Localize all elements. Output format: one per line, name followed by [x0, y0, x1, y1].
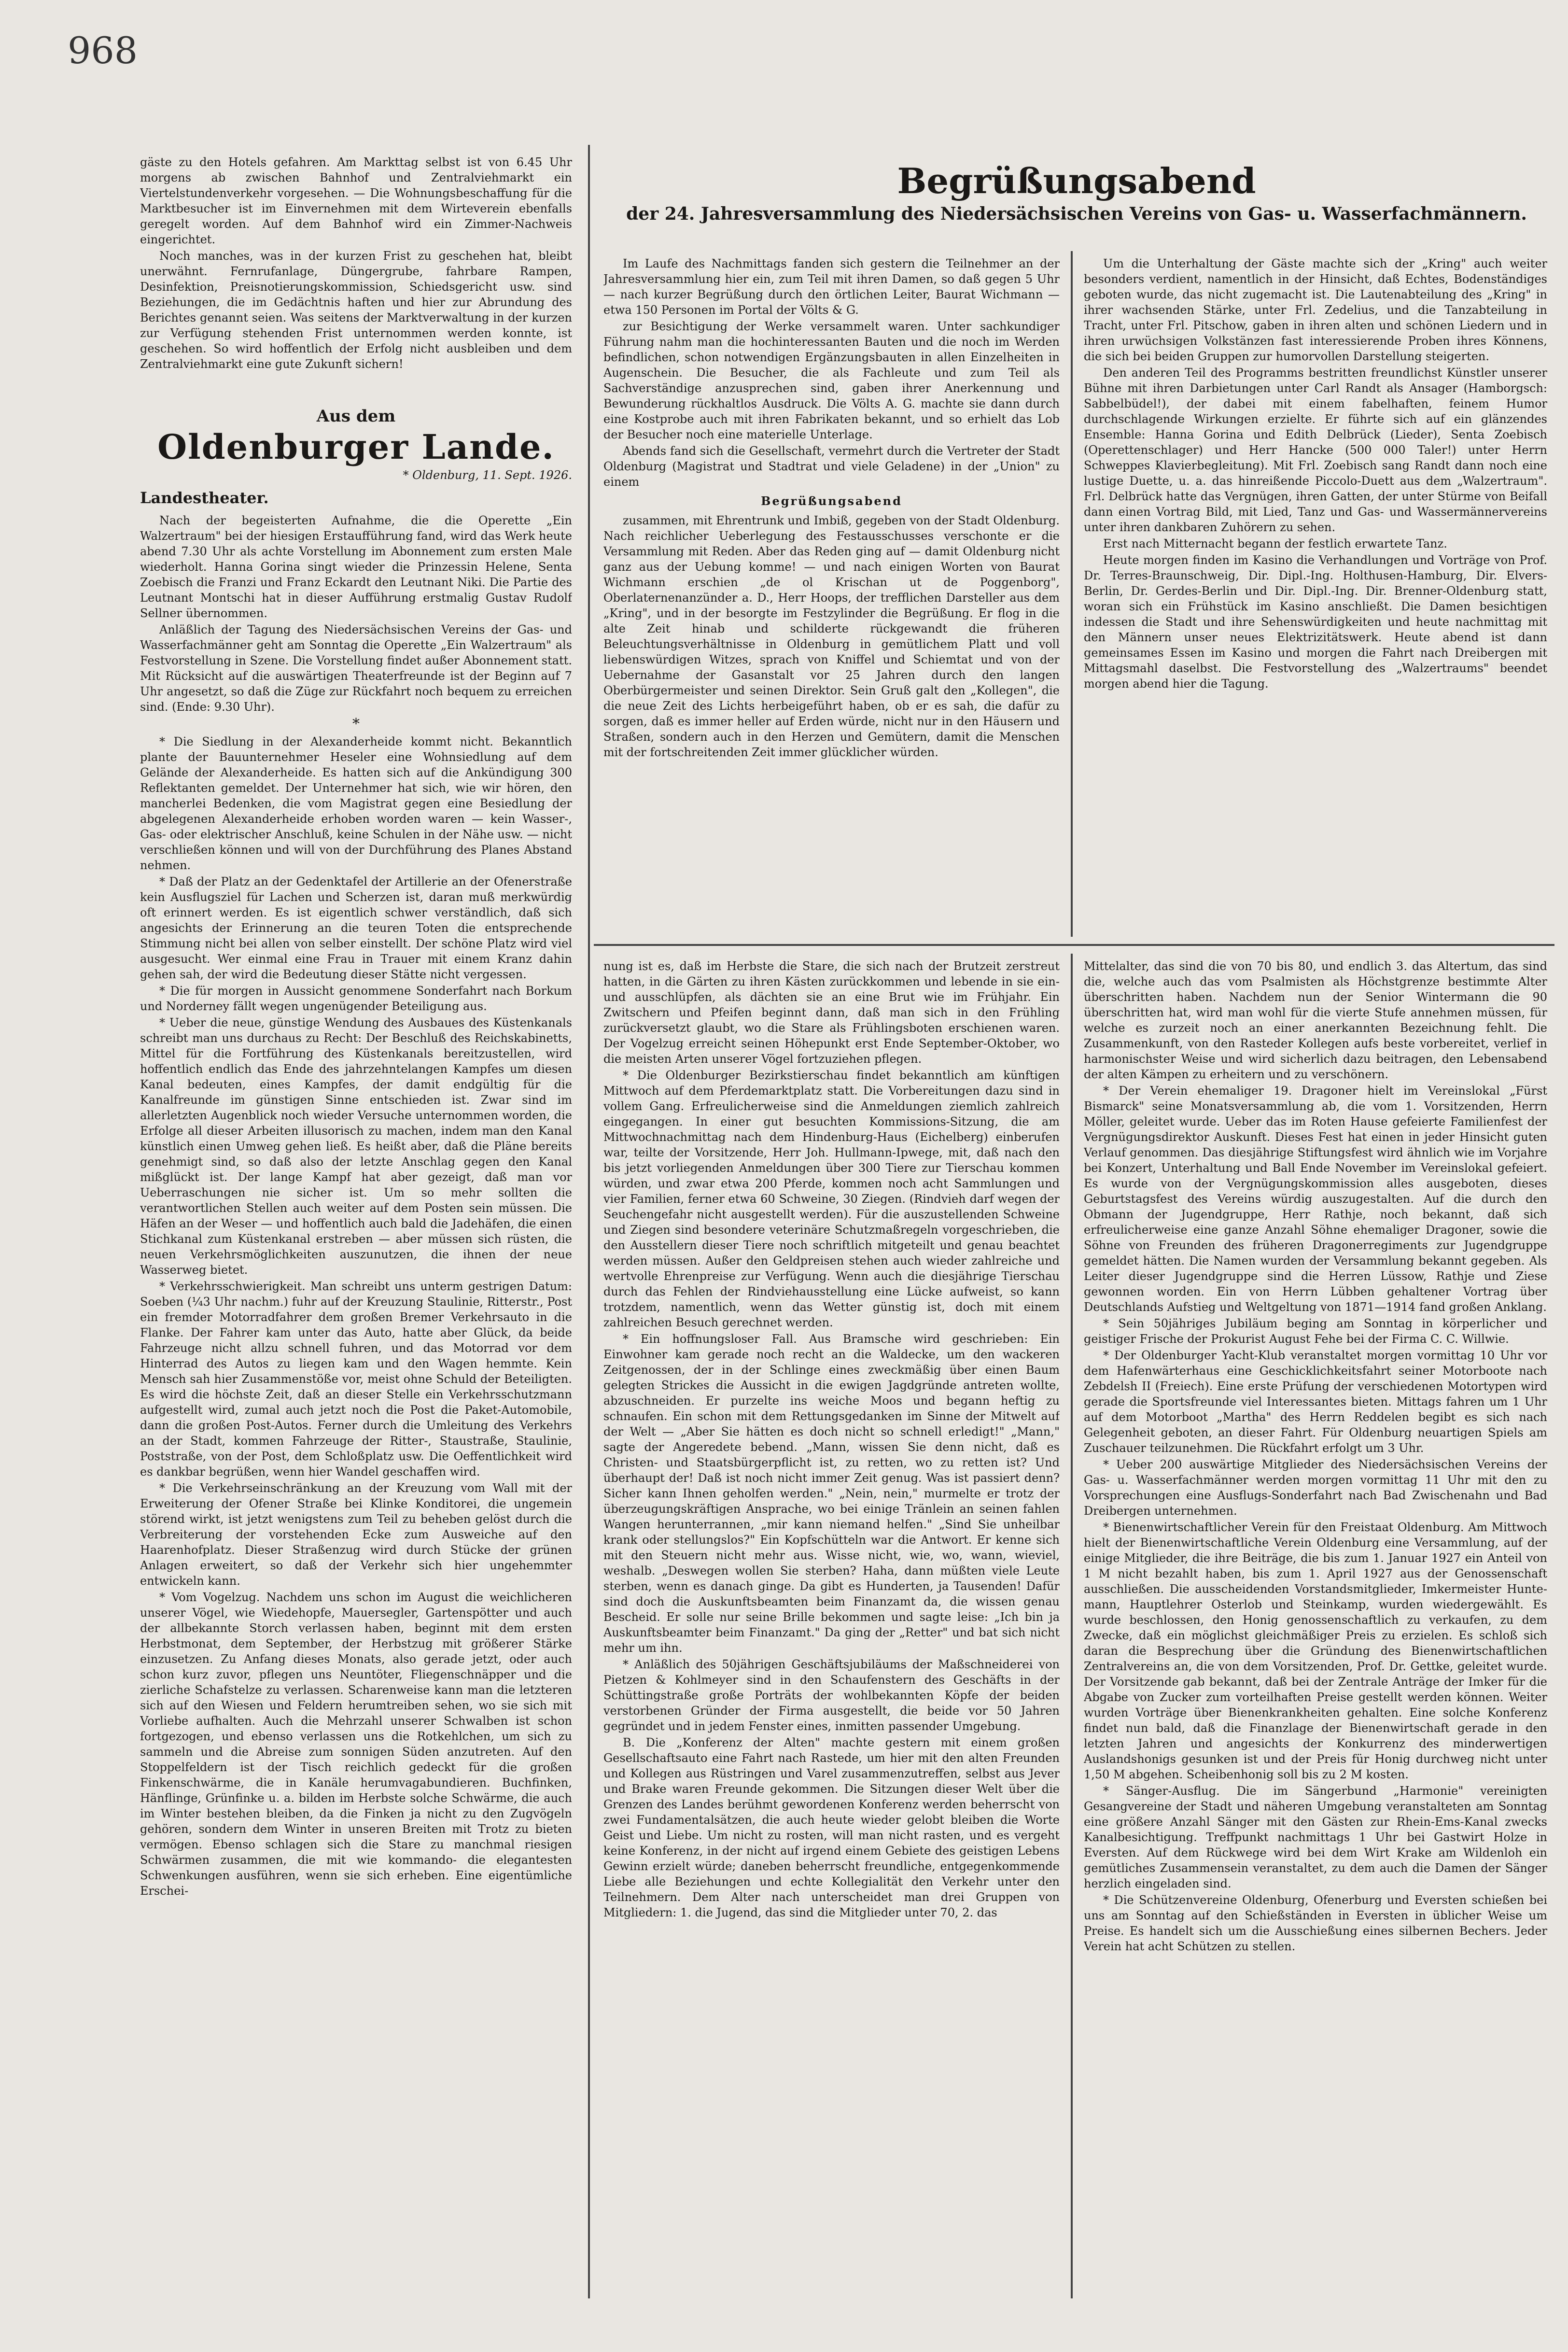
intro-paragraph: gäste zu den Hotels gefahren. Am Markttag selbst ist von 6.45 Uhr morgens ab zwischen Bahnhof und Zentralviehmarkt ein Viertelstundenverkehr vorgesehen. — Die Wohnungsbeschaffung für die Marktbesucher ist im Einvernehmen mit dem Wirteverein ebenfalls geregelt worden. Auf dem Bahnhof wird ein Zimmer-Nachweis eingerichtet.: [140, 155, 572, 246]
section-header: [140, 406, 572, 467]
section-header-small: Aus dem: [316, 407, 396, 426]
news-paragraph: * Ueber die neue, günstige Wendung des Ausbaues des Küstenkanals schreibt man uns durchaus zu Recht: Der Beschluß des Reichskabinetts, Mittel für die Fortführung des Küstenkanals bereitzustellen, wird hoffentlich endlich das Ende des jahrzehntelangen Kampfes um diesen Kanal bedeuten, eines Kampfes, der damit endgültig für die Kanalfreunde im günstigen Sinne entschieden ist. Zwar sind im allerletzten Augenblick noch wieder Versuche unternommen worden, die Erfolge all dieser Arbeiten illusorisch zu machen, indem man den Kanal künstlich einen Umweg gehen ließ. Es heißt aber, daß die Pläne bereits genehmigt sind, so daß also der letzte Anschlag gegen den Kanal mißglückt ist. Der lange Kampf hat aber gezeigt, daß man vor Ueberraschungen nie sicher ist. Um so mehr sollten die verantwortlichen Stellen auch weiter auf dem Posten sein müssen. Die Häfen an der Weser — und hoffentlich auch bald die Jadehäfen, die einen Stichkanal zum Küstenkanal erstreben — aber müssen sich rüsten, die neuen Verkehrsmöglichkeiten auszunutzen, die ihnen der neue Wasserweg bietet.: [140, 1016, 572, 1277]
bottom-right-column: [1084, 958, 1547, 2298]
bottom-mid-paragraph: * Anläßlich des 50jährigen Geschäftsjubiläums der Maßschneiderei von Pietzen & Kohlmeyer sind in den Schaufenstern des Geschäfts in der Schüttingstraße große Porträts der wohlbekannten Köpfe der beiden verstorbenen Gründer der Firma ausgestellt, die beide vor 50 Jahren gegründet und in jedem Fenster eines, inmitten passender Umgebung.: [603, 1658, 1060, 1733]
bottom-right-paragraph: * Sänger-Ausflug. Die im Sängerbund „Harmonie" vereinigten Gesangvereine der Stadt und näheren Umgebung veranstalteten am Sonntag eine größere Anzahl Sänger mit den Gästen zur Rhein-Ems-Kanal zwecks Kanalbesichtigung. Treffpunkt nachmittags 1 Uhr bei Gastwirt Holze in Eversten. Auf dem Rückwege wird bei dem Wirt Krake am Wildenloh ein gemütliches Zusammensein veranstaltet, zu dem auch die Damen der Sänger herzlich eingeladen sind.: [1084, 1784, 1547, 1890]
news-paragraph: * Daß der Platz an der Gedenktafel der Artillerie an der Ofenerstraße kein Ausflugsziel für Lachen und Scherzen ist, daran muß merkwürdig oft erinnert werden. Es ist eigentlich schwer verständlich, daß sich angesichts der Erinnerung an die teuren Toten die entsprechende Stimmung nicht bei allen von selber einstellt. Der schöne Platz wird viel ausgesucht. Wer einmal eine Frau in Trauer mit einem Kranz dahin gehen sah, der wird die Bedeutung dieser Stätte nicht vergessen.: [140, 875, 572, 981]
mid-column: [603, 256, 1060, 937]
news-paragraph: * Verkehrsschwierigkeit. Man schreibt uns unterm gestrigen Datum: Soeben (¼3 Uhr nachm.) fuhr auf der Kreuzung Staulinie, Ritterstr., Post ein fremder Motorradfahrer dem großen Bremer Verkehrsauto in die Flanke. Der Fahrer kam unter das Auto, hatte aber Glück, da beide Fahrzeuge nicht allzu schnell fuhren, und das Motorrad vor dem Hinterrad des Autos zu liegen kam und den Wagen hemmte. Kein Mensch sah hier Zusammenstöße vor, meist ohne Schuld der Beteiligten. Es wird die höchste Zeit, daß an dieser Stelle ein Verkehrsschutzmann aufgestellt wird, zumal auch jetzt noch die Post die Paket-Automobile, dann die großen Post-Autos. Ferner durch die Umleitung des Verkehrs an der Stadt, kommen Fahrzeuge der Ritter-, Staustraße, Staulinie, Poststraße, von der Post, dem Schloßplatz usw. Die Oeffentlichkeit wird es dankbar begrüßen, wenn hier Wandel geschaffen wird.: [140, 1280, 572, 1479]
news-paragraph: * Die Siedlung in der Alexanderheide kommt nicht. Bekanntlich plante der Bauunternehmer Heseler eine Wohnsiedlung auf dem Gelände der Alexanderheide. Es hatten sich auf die Ankündigung 300 Reflektanten gemeldet. Der Unternehmer hat sich, wie wir hören, den mancherlei Bedenken, die vom Magistrat gegen eine Besiedlung der abgelegenen Alexanderheide erhoben worden waren — kein Wasser-, Gas- oder elektrischer Anschluß, keine Schulen in der Nähe usw. — nicht verschließen können und will von der Durchführung des Planes Abstand nehmen.: [140, 735, 572, 872]
right-paragraph: Erst nach Mitternacht begann der festlich erwartete Tanz.: [1103, 537, 1447, 550]
theater-paragraph: Anläßlich der Tagung des Niedersächsischen Vereins der Gas- und Wasserfachmänner geht am Sonntag die Operette „Ein Walzertraum" als Festvorstellung in Szene. Die Vorstellung findet außer Abonnement statt. Mit Rücksicht auf die auswärtigen Theaterfreunde ist der Beginn auf 7 Uhr angesetzt, so daß die Züge zur Rückfahrt noch bequem zu erreichen sind. (Ende: 9.30 Uhr).: [140, 623, 572, 714]
left-column: [140, 155, 572, 2298]
bottom-mid-paragraph: * Ein hoffnungsloser Fall. Aus Bramsche wird geschrieben: Ein Einwohner kam gerade noch recht an die Waldecke, um den wackeren Zeitgenossen, der in der Schlinge eines zweckmäßig über einen Baum gelegten Strickes die Aussicht in die ewigen Jagdgründe antreten wollte, abzuschneiden. Er purzelte ins weiche Moos und begann heftig zu schnaufen. Ein schon mit dem Rettungsgedanken im Sinne der Mitwelt auf der Welt — „Aber Sie hätten es doch nicht so schnell erledigt!" „Mann," sagte der Angeredete bebend. „Mann, wissen Sie denn nicht, daß es Christen- und Staatsbürgerpflicht ist, zu retten, wo zu retten ist? Und überhaupt der! Daß ist noch nicht immer Zeit genug. Was ist passiert denn? Sicher kann Ihnen geholfen werden." „Nein, nein," murmelte er trotz der überzeugungskräftigen Ansprache, wo bei einige Tränlein an seinen fahlen Wangen herunterrannen, „mir kann niemand helfen." „Sind Sie unheilbar krank oder stellungslos?" Ein Kopfschütteln war die Antwort. Er kenne sich mit den Steuern nicht mehr aus. Wisse nicht, wie, wo, wann, wieviel, weshalb. „Deswegen wollen Sie sterben? Haha, dann müßten viele Leute sterben, wenn es danach ginge. Da gibt es Hunderten, ja Tausenden! Dafür sind doch die Auskunftsbeamten beim Finanzamt da, die wissen genau Bescheid. Er solle nur seine Brille bekommen und sagte leise: „Ich bin ja Auskunftsbeamter beim Finanzamt." Da ging der „Retter" und bat sich nicht mehr um ihn.: [603, 1332, 1060, 1655]
section-header-big: Oldenburger Lande.: [157, 427, 555, 467]
column-divider-mid-bottom: [1071, 954, 1073, 2298]
mid-paragraph: Abends fand sich die Gesellschaft, vermehrt durch die Vertreter der Stadt Oldenburg (Magistrat und Stadtrat und viele Geladene) in der „Union" zu einem: [603, 444, 1060, 489]
news-paragraph: * Die Verkehrseinschränkung an der Kreuzung vom Wall mit der Erweiterung der Ofener Straße bei Klinke Konditorei, die ungemein störend wirkt, ist jetzt wenigstens zum Teil zu beheben gelöst durch die Verbreiterung der vorstehenden Ecke zum Ausweiche auf den Haarenhofplatz. Dieser Straßenzug wird durch Stücke der grünen Anlagen erweitert, so daß der Verkehr sich hier ungehemmter entwickeln kann.: [140, 1481, 572, 1588]
banner-title: Begrüßungsabend: [897, 160, 1256, 201]
bottom-mid-paragraph: * Die Oldenburger Bezirkstierschau findet bekanntlich am künftigen Mittwoch auf dem Pferdemarktplatz statt. Die Vorbereitungen dazu sind in vollem Gang. Erfreulicherweise sind die Anmeldungen ziemlich zahlreich eingegangen. In einer gut besuchten Kommissions-Sitzung, die am Mittwochnachmittag nach dem Hindenburg-Haus (Eichelberg) einberufen war, teilte der Vorsitzende, Herr Joh. Hullmann-Ipwege, mit, daß nach den bis jetzt vorliegenden Anmeldungen über 300 Tiere zur Tierschau kommen würden, und zwar etwa 200 Pferde, kommen noch acht Sammlungen und vier Familien, ferner etwa 60 Schweine, 30 Ziegen. (Rindvieh darf wegen der Seuchengefahr nicht ausgestellt werden). Für die auszustellenden Schweine und Ziegen sind besondere veterinäre Schutzmaßregeln vorgeschrieben, die den Ausstellern dieser Tiere noch schriftlich mitgeteilt und genau beachtet werden müssen. Außer den Geldpreisen stehen auch wieder zahlreiche und wertvolle Ehrenpreise zur Verfügung. Wenn auch die diesjährige Tierschau durch das Fehlen der Rindviehausstellung eine Lücke aufweist, so kann trotzdem, namentlich, wenn das Wetter günstig ist, doch mit einem zahlreichen Besuch gerechnet werden.: [603, 1069, 1060, 1329]
bottom-mid-column: [603, 958, 1060, 2298]
mid-paragraph: zusammen, mit Ehrentrunk und Imbiß, gegeben von der Stadt Oldenburg. Nach reichlicher Ueberlegung des Festausschusses verschonte er die Versammlung mit Reden. Aber das Reden ging auf — damit Oldenburg nicht ganz aus der Uebung komme! — und nach einigen Worten von Baurat Wichmann erschien „de ol Krischan ut de Poggenborg", Oberlaternenanzünder a. D., Herr Hoops, der trefflichen Darsteller aus dem „Kring", und in der besorgte im Festzylinder die Begrüßung. Er flog in die alte Zeit hinab und schilderte rückgewandt die früheren Beleuchtungsverhältnisse in Oldenburg in gemütlichem Platt und voll liebenswürdigen Witzes, sprach von Kniffel und Schiemtat und von der Uebernahme der Gasanstalt vor 25 Jahren durch den langen Oberbürgermeister und seinen Direktor. Sein Gruß galt den „Kollegen", die die neue Zeit des Lichts herbeigeführt haben, ob er es sah, die dafür zu sorgen, daß es immer heller auf Erden würde, nicht nur in den Häusern und Straßen, sondern auch in den Herzen und Gemütern, damit die Menschen mit der fortschreitenden Zeit immer glücklicher würden.: [603, 514, 1060, 759]
bottom-mid-paragraph: nung ist es, daß im Herbste die Stare, die sich nach der Brutzeit zerstreut hatten, in die Gärten zu ihren Kästen zurückkommen und lebende in sie ein- und ausschlüpfen, als dächten sie an eine Brut wie im Frühjahr. Ein Zwitschern und Pfeifen beginnt dann, daß man sich in den Frühling zurückversetzt glaubt, wo die Stare als Frühlingsboten erschienen waren. Der Vogelzug erreicht seinen Höhepunkt erst Ende September-Oktober, wo die meisten Arten unserer Vögel fortzuziehen pflegen.: [603, 959, 1060, 1066]
bottom-right-paragraph: * Bienenwirtschaftlicher Verein für den Freistaat Oldenburg. Am Mittwoch hielt der Bienenwirtschaftliche Verein Oldenburg eine Versammlung, auf der einige Mitglieder, die ihre Beiträge, die bis zum 1. Januar 1927 ein Anteil von 1 M nicht bezahlt haben, bis zum 1. April 1927 aus der Genossenschaft ausschließen. Die ausscheidenden Vorstandsmitglieder, Imkermeister Hunte-mann, Hauptlehrer Osterlob und Steinkamp, wurden wiedergewählt. Es wurde beschlossen, den Honig genossenschaftlich zu verkaufen, zu dem Zwecke, daß ein möglichst gleichmäßiger Preis zu erzielen. Es schloß sich daran die Besprechung über die Gründung des Bienenwirtschaftlichen Zentralvereins an, die von dem Vorsitzenden, Prof. Dr. Gettke, geleitet wurde. Der Vorsitzende gab bekannt, daß bei der Zentrale Anträge der Imker für die Abgabe von Zucker zum vorteilhaften Preise gestellt werden können. Weiter wurden Vorträge über Bienenkrankheiten gehalten. Eine solche Konferenz findet nun bald, daß die Finanzlage der Bienenwirtschaft gerade in den letzten Jahren und angesichts der Konkurrenz des minderwertigen Auslandshonigs gesunken ist und der Preis für Honig durchweg nicht unter 1,50 M abgehen. Scheibenhonig soll bis zu 2 M kosten.: [1084, 1521, 1547, 1781]
bottom-right-paragraph: * Sein 50jähriges Jubiläum beging am Sonntag in körperlicher und geistiger Frische der Prokurist August Fehe bei der Firma C. C. Willwie.: [1084, 1317, 1547, 1346]
theater-paragraph: Nach der begeisterten Aufnahme, die die Operette „Ein Walzertraum" bei der hiesigen Erstaufführung fand, wird das Werk heute abend 7.30 Uhr als achte Vorstellung im Abonnement zum ersten Male wiederholt. Hanna Gorina singt wieder die Prinzessin Helene, Senta Zoebisch die Franzi und Franz Eckardt den Leutnant Niki. Die Partie des Leutnant Montschi hat in dieser Aufführung erstmalig Gustav Rudolf Sellner übernommen.: [140, 514, 572, 620]
page-number: 968: [68, 29, 138, 72]
bottom-right-paragraph: * Ueber 200 auswärtige Mitglieder des Niedersächsischen Vereins der Gas- u. Wasserfachmänner werden morgen vormittag 11 Uhr mit den zu Vorsprechungen eine Ausflugs-Sonderfahrt nach Bad Zwischenahn und Bad Dreibergen unternehmen.: [1084, 1458, 1547, 1518]
right-column: [1084, 256, 1547, 937]
dateline: * Oldenburg, 11. Sept. 1926.: [403, 468, 572, 482]
right-paragraph: Heute morgen finden im Kasino die Verhandlungen und Vorträge von Prof. Dr. Terres-Braunschweig, Dir. Dipl.-Ing. Holthusen-Hamburg, Dir. Elvers-Berlin, Dr. Gerdes-Berlin und Dir. Dipl.-Ing. Dir. Brenner-Oldenburg statt, woran sich ein Frühstück im Kasino anschließt. Die Damen besichtigen indessen die Stadt und ihre Sehenswürdigkeiten und heute nachmittag mit den Männern unser neues Elektrizitätswerk. Heute abend ist dann gemeinsames Essen im Kasino und morgen die Fahrt nach Dreibergen mit Mittagsmahl daselbst. Die Festvorstellung des „Walzertraums" beendet morgen abend hier die Tagung.: [1084, 553, 1547, 690]
bottom-right-paragraph: * Der Oldenburger Yacht-Klub veranstaltet morgen vormittag 10 Uhr vor dem Hafenwärterhaus eine Geschicklichkeitsfahrt seiner Motorboote nach Zebdelsh II (Freiech). Eine erste Prüfung der verschiedenen Motortypen wird gerade die Sportsfreunde viel Interessantes bieten. Mittags fahren um 1 Uhr auf dem Motorboot „Martha" des Herrn Reddelen begibt es sich nach Gelegenheit geboten, an dieser Fahrt. Für Oldenburg neuartigen Spiels am Zuschauer teilzunehmen. Die Rückfahrt erfolgt um 3 Uhr.: [1084, 1349, 1547, 1455]
bottom-mid-paragraph: B. Die „Konferenz der Alten" machte gestern mit einem großen Gesellschaftsauto eine Fahrt nach Rastede, um hier mit den alten Freunden und Kollegen aus Rüstringen und Varel zusammenzutreffen, selbst aus Jever und Brake waren Freunde gekommen. Die Sitzungen dieser Welt über die Grenzen des Landes berühmt gewordenen Konferenz werden beherrscht von zwei Fundamentalsätzen, die auch heute wieder gelobt bleiben die Worte Geist und Liebe. Um nicht zu rosten, will man nicht rasten, und es vergeht keine Konferenz, in der nicht auf irgend einem Gebiete des geistigen Lebens Gewinn erzielt würde; daneben beherrscht freundliche, entgegenkommende Liebe alle Beziehungen und echte Kollegialität den Verkehr unter den Teilnehmern. Dem Alter nach unterscheidet man drei Gruppen von Mitgliedern: 1. die Jugend, das sind die Mitglieder unter 70, 2. das: [603, 1736, 1060, 1919]
news-paragraph: * Vom Vogelzug. Nachdem uns schon im August die weichlicheren unserer Vögel, wie Wiedehopfe, Mauersegler, Gartenspötter und auch der allbekannte Storch verlassen haben, beginnt mit dem ersten Herbstmonat, dem September, der Herbstzug mit größerer Stärke einzusetzen. Zu Anfang dieses Monats, also gerade jetzt, oder auch schon kurz zuvor, pflegen uns Neuntöter, Fliegenschnäpper und die zierliche Schafstelze zu verlassen. Scharenweise kann man die letzteren sich auf den Wiesen und Feldern herumtreiben sehen, wo sie sich mit Vorliebe aufhalten. Auch die Mehrzahl unserer Schwalben ist schon fortgezogen, und ebenso verlassen uns die Rotkehlchen, um sich zu sammeln und die Abreise zum sonnigen Süden anzutreten. Auf den Stoppelfeldern ist der Tisch reichlich gedeckt für die großen Finkenschwärme, die in Kanäle herumvagabundieren. Buchfinken, Hänflinge, Grünfinke u. a. bilden im Herbste solche Schwärme, die auch im Winter bestehen bleiben, da die Finken ja nicht zu den Zugvögeln gehören, sondern dem Winter in unseren Breiten mit Trotz zu bieten vermögen. Ebenso schlagen sich die Stare zu manchmal riesigen Schwärmen zusammen, die mit wie kommando- die elegantesten Schwenkungen ausführen, wenn sie sich erheben. Eine eigentümliche Erschei-: [140, 1591, 572, 1898]
theater-heading: Landestheater.: [140, 489, 269, 507]
column-divider-left: [588, 145, 590, 2298]
intro-paragraph: Noch manches, was in der kurzen Frist zu geschehen hat, bleibt unerwähnt. Fernrufanlage, Düngergrube, fahrbare Rampen, Desinfektion, Preisnotierungskommission, Schiedsgericht usw. sind Beziehungen, die im Gedächtnis haften und hier zur Abrundung des Berichtes genannt seien. Was seitens der Marktverwaltung in der kurzen zur Verfügung stehenden Frist unternommen werden konnte, ist geschehen. So wird hoffentlich der Erfolg nicht ausbleiben und dem Zentralviehmarkt eine gute Zukunft sichern!: [140, 249, 572, 371]
banner-subtitle: der 24. Jahresversammlung des Niedersächsischen Vereins von Gas- u. Wasserfachmännern.: [626, 204, 1527, 224]
column-divider-mid-top: [1071, 251, 1073, 937]
mid-paragraph: zur Besichtigung der Werke versammelt waren. Unter sachkundiger Führung nahm man die hochinteressanten Bauten und die noch im Werden befindlichen, schon notwendigen Ergänzungsbauten in allen Einzelheiten in Augenschein. Die Besucher, die als Fachleute und zum Teil als Sachverständige anzusprechen sind, gaben ihrer Anerkennung und Bewunderung rückhaltlos Ausdruck. Die Völts A. G. machte sie dann durch eine Kostprobe auch mit ihren Fabrikaten bekannt, und so erhielt das Lob der Besucher noch eine materielle Unterlage.: [603, 320, 1060, 441]
right-paragraph: Den anderen Teil des Programms bestritten freundlichst Künstler unserer Bühne mit ihren Darbietungen unter Carl Randt als Ansager (Hamborgsch: Sabbelbüdel!), der dabei mit einem fabelhaften, feinem Humor durchschlagende Wirkungen erzielte. Er führte sich auf ein glänzendes Ensemble: Hanna Gorina und Edith Delbrück (Lieder), Senta Zoebisch (Operettenschlager) und Herr Hancke (500 000 Taler!) unter Herrn Schweppes Klavierbegleitung). Mit Frl. Zoebisch sang Randt dann noch eine lustige Duette, u. a. das hinreißende Piccolo-Duett aus dem „Walzertraum". Frl. Delbrück hatte das Vergnügen, ihren Gatten, der unter Stürme von Beifall dann einen Vortrag Bild, mit Lied, Tanz und Gas- und Wassermännervereins unter ihren dankbaren Zuhörern zu sehen.: [1084, 366, 1547, 534]
right-paragraph: Um die Unterhaltung der Gäste machte sich der „Kring" auch weiter besonders verdient, namentlich in der Hinsicht, daß Echtes, Bodenständiges geboten wurde, das nicht zugemacht ist. Die Lautenabteilung des „Kring" in ihrer wachsenden Stärke, unter Frl. Zedelius, und die Tanzabteilung in Tracht, unter Frl. Pitschow, gaben in ihren alten und schönen Liedern und in ihren urwüchsigen Volkstänzen fast interessierende Proben ihres Könnens, die sich bei beiden Gruppen zur humorvollen Darstellung steigerten.: [1084, 257, 1547, 363]
mid-inline-heading: Begrüßungsabend: [761, 494, 902, 508]
star-separator: *: [352, 716, 360, 732]
news-paragraph: * Die für morgen in Aussicht genommene Sonderfahrt nach Borkum und Norderney fällt wegen ungenügender Beteiligung aus.: [140, 984, 572, 1013]
bottom-right-paragraph: * Der Verein ehemaliger 19. Dragoner hielt im Vereinslokal „Fürst Bismarck" seine Monatsversammlung ab, die vom 1. Vorsitzenden, Herrn Möller, geleitet wurde. Ueber das im Roten Hause gefeierte Familienfest der Vergnügungsdirektor Auskunft. Dieses Fest hat einen in jeder Hinsicht guten Verlauf genommen. Das diesjährige Stiftungsfest wird ähnlich wie im Vorjahre bei Konzert, Unterhaltung und Ball Ende November im Vereinslokal gefeiert. Es wurde von der Vergnügungskommission alles ausgeboten, dieses Geburtstagsfest des Vereins würdig auszugestalten. Auf die durch den Obmann der Jugendgruppe, Herr Rathje, noch bekannt, daß sich erfreulicherweise eine ganze Anzahl Söhne ehemaliger Dragoner, sowie die Söhne von Freunden des früheren Dragonerregiments zur Jugendgruppe gemeldet hätten. Die Namen wurden der Versammlung bekannt gegeben. Als Leiter dieser Jugendgruppe sind die Herren Lüssow, Rathje und Ziese gewonnen worden. Ein von Herrn Lübben gehaltener Vortrag über Deutschlands Aufstieg und Weltgeltung von 1871—1914 fand großen Anklang.: [1084, 1084, 1547, 1314]
bottom-right-paragraph: * Die Schützenvereine Oldenburg, Ofenerburg und Eversten schießen bei uns am Sonntag auf den Schießständen in Eversten in üblicher Weise um Preise. Es handelt sich um die Ausschießung eines silbernen Bechers. Jeder Verein hat acht Schützen zu stellen.: [1084, 1893, 1547, 1953]
mid-paragraph: Im Laufe des Nachmittags fanden sich gestern die Teilnehmer an der Jahresversammlung hier ein, zum Teil mit ihren Damen, so daß gegen 5 Uhr — nach kurzer Begrüßung durch den örtlichen Leiter, Baurat Wichmann — etwa 150 Personen im Portal der Völts & G.: [603, 257, 1060, 317]
bottom-right-paragraph: Mittelalter, das sind die von 70 bis 80, und endlich 3. das Altertum, das sind die, welche auch das vom Psalmisten als Höchstgrenze bestimmte Alter überschritten haben. Nachdem nun der Senior Wintermann die 90 überschritten hat, wird man wohl für die vierte Stufe annehmen müssen, für welche es zurzeit noch an einer anerkannten Bezeichnung fehlt. Die Zusammenkunft, von den Rasteder Kollegen aufs beste vorbereitet, verlief in harmonischster Weise und wird sicherlich dazu beitragen, den Lebensabend der alten Kämpen zu erheitern und zu verschönern.: [1084, 959, 1547, 1081]
banner-divider: [594, 944, 1554, 946]
